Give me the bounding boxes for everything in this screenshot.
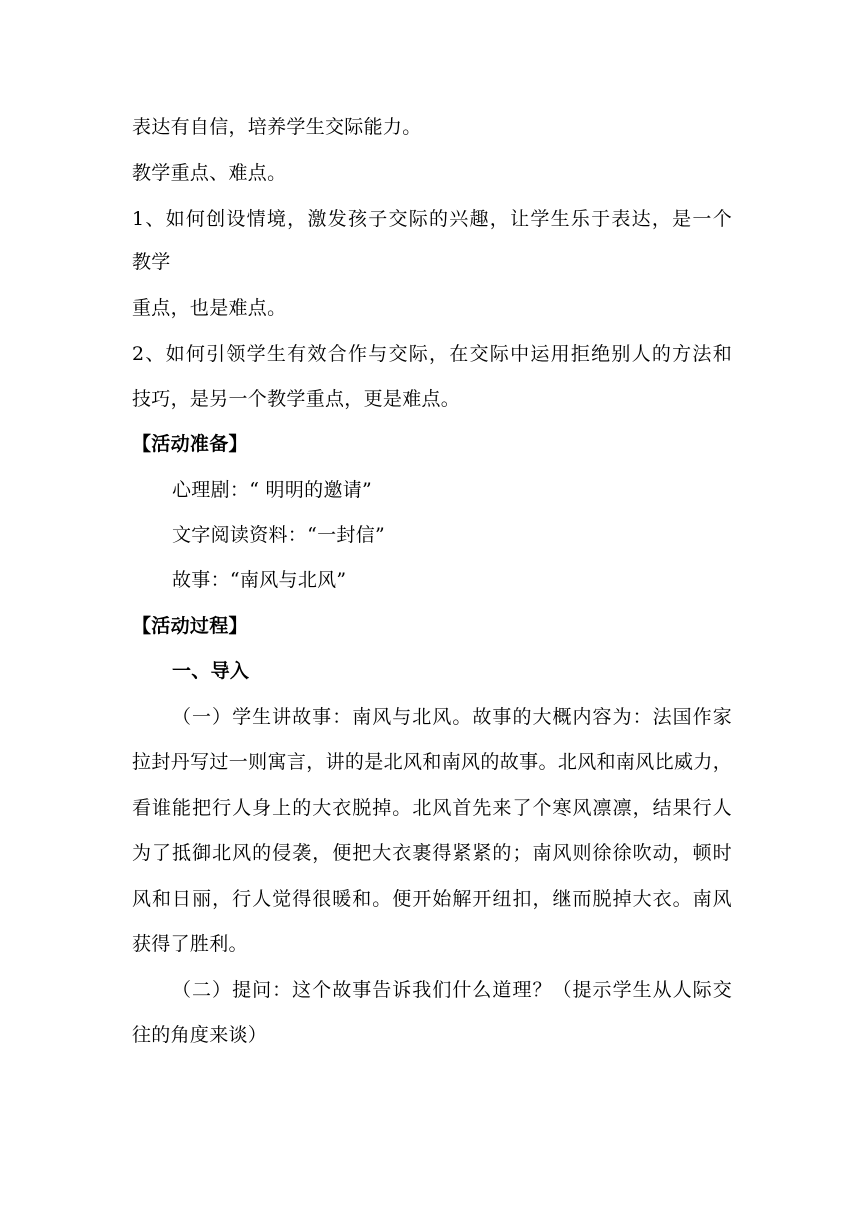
story-line: 为了抵御北风的侵袭，便把大衣裹得紧紧的；南风则徐徐吹动，顿时 bbox=[132, 842, 732, 864]
section-heading-prepare: 【活动准备】 bbox=[132, 433, 248, 455]
paragraph-line: 表达有自信，培养学生交际能力。 bbox=[132, 116, 422, 138]
story-line: 拉封丹写过一则寓言，讲的是北风和南风的故事。北风和南风比威力， bbox=[132, 751, 732, 773]
story-line: 获得了胜利。 bbox=[132, 933, 248, 955]
story-line: （一）学生讲故事：南风与北风。故事的大概内容为：法国作家 bbox=[172, 706, 732, 728]
paragraph-line: 1、如何创设情境，激发孩子交际的兴趣，让学生乐于表达，是一个 bbox=[132, 208, 732, 230]
paragraph-line: 教学 bbox=[132, 251, 171, 273]
prepare-item: 心理剧：“ 明明的邀请” bbox=[172, 479, 373, 501]
story-line: 风和日丽，行人觉得很暖和。便开始解开纽扣，继而脱掉大衣。南风 bbox=[132, 888, 732, 910]
paragraph-line: 2、如何引领学生有效合作与交际，在交际中运用拒绝别人的方法和 bbox=[132, 343, 732, 365]
story-line: 看谁能把行人身上的大衣脱掉。北风首先来了个寒风凛凛，结果行人 bbox=[132, 797, 732, 819]
paragraph-heading: 教学重点、难点。 bbox=[132, 162, 287, 184]
paragraph-line: 重点，也是难点。 bbox=[132, 297, 287, 319]
question-line: 往的角度来谈） bbox=[132, 1024, 268, 1046]
section-heading-process: 【活动过程】 bbox=[132, 615, 248, 637]
question-line: （二）提问：这个故事告诉我们什么道理？（提示学生从人际交 bbox=[172, 979, 732, 1001]
prepare-item: 文字阅读资料：“一封信” bbox=[172, 524, 386, 546]
prepare-item: 故事：“南风与北风” bbox=[172, 569, 347, 591]
paragraph-line: 技巧，是另一个教学重点，更是难点。 bbox=[132, 388, 461, 410]
subsection-heading-intro: 一、导入 bbox=[172, 660, 250, 682]
